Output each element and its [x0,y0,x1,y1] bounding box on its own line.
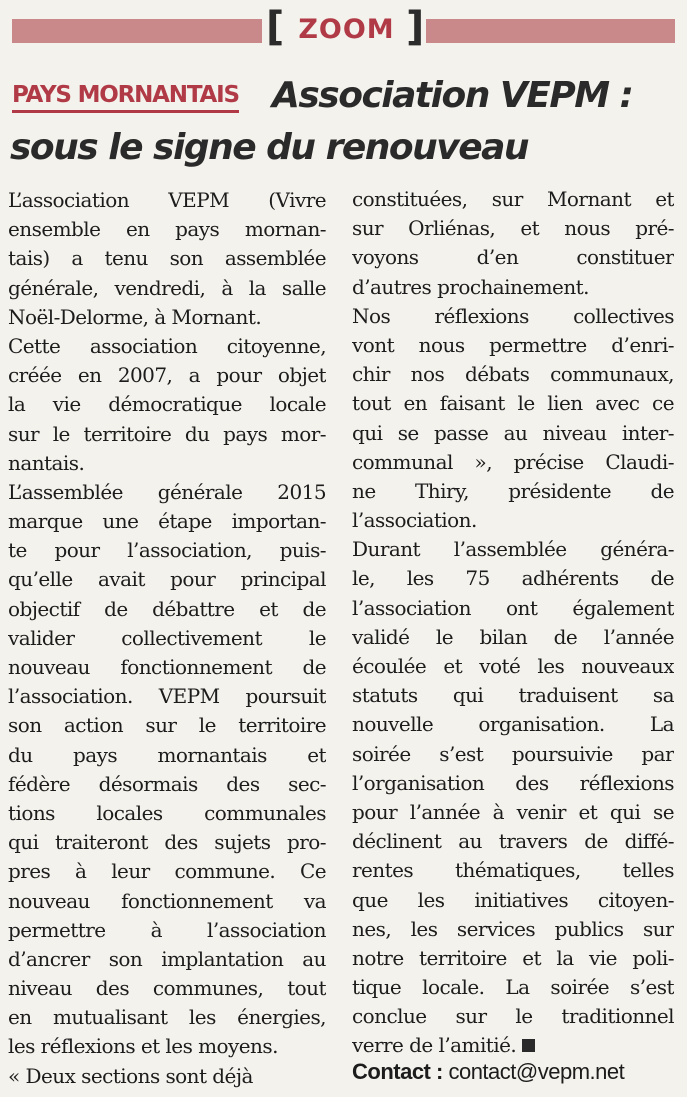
article-text: tais) a tenu son assemblée [8,246,326,271]
article-column-right [352,185,674,1061]
article-text-line [352,652,674,681]
end-of-article-square-icon [522,1039,535,1052]
article-text-line [8,361,326,390]
article-text-line [8,244,326,273]
article-text-line [352,477,674,506]
article-text-line [352,944,674,973]
article-text: d’autres prochainement. [352,274,589,299]
article-text: ensemble en pays mornan- [8,217,326,242]
article-text-line [8,536,326,565]
article-text: nouveau fonctionnement va [8,888,326,913]
article-text: vont nous permettre d’enri- [352,332,674,357]
article-text: d’ancrer son implantation au [8,946,326,971]
article-text-line [8,595,326,624]
article-text-line [8,274,326,303]
rubric-bar-left [12,19,262,43]
article-text: niveau des communes, tout [8,976,326,1001]
article-text-line [8,857,326,886]
article-text-line [352,214,674,243]
article-text: son action sur le territoire [8,713,326,738]
article-text-line [8,1032,326,1061]
article-text-line [352,623,674,652]
article-text-line [352,856,674,885]
rubric-bar-right [426,19,675,43]
article-text-line [352,243,674,272]
article-text-line [8,420,326,449]
article-text-line [352,594,674,623]
article-text: Durant l’assemblée généra- [352,537,674,562]
rubric-bracket-open: [ [266,4,285,50]
article-text-line [8,682,326,711]
article-text-line [8,507,326,536]
article-text: sur le territoire du pays mor- [8,421,326,446]
article-text: marque une étape importan- [8,509,326,534]
article-text-line [8,332,326,361]
article-text-line [8,887,326,916]
article-text: tout en faisant le lien avec ce [352,391,674,416]
article-column-left [8,186,326,1091]
article-text-line [352,273,674,302]
article-text: pour l’année à venir et qui se [352,799,674,824]
article-text-line [352,185,674,214]
article-text: nantais. [8,450,85,475]
contact-email: contact@vepm.net [448,1059,625,1084]
contact-line [352,1056,624,1088]
article-text: voyons d’en constituer [352,245,674,270]
article-text-line [352,506,674,535]
article-text-line [8,565,326,594]
headline-line-2: sous le signe du renouveau [10,127,529,168]
article-text-line [8,478,326,507]
article-text: L’assemblée générale 2015 [8,479,326,504]
article-text-line [352,973,674,1002]
article-text-line [352,710,674,739]
article-text-line [352,419,674,448]
section-rubric [12,4,675,52]
article-text-line [8,624,326,653]
article-text: objectif de débattre et de [8,596,326,621]
article-text-line [8,799,326,828]
article-text: validé le bilan de l’année [352,624,674,649]
article-text: nouveau fonctionnement de [8,655,326,679]
article-text: pres à leur commune. Ce [8,859,326,884]
article-text: Cette association citoyenne, [8,333,326,358]
article-text: fédère désormais des sec- [8,771,326,796]
article-text: conclue sur le traditionnel [352,1004,674,1029]
article-text-line [8,186,326,215]
article-text: créée en 2007, a pour objet [8,363,326,388]
article-text-line [8,974,326,1003]
rubric-bracket-close: ] [406,4,425,50]
article-text-line [352,1002,674,1031]
article-text: l’association ont également [352,595,674,620]
article-text-line [352,331,674,360]
article-text-line [8,741,326,770]
contact-label: Contact : [352,1059,443,1084]
article-text-line [8,945,326,974]
article-text: chir nos débats communaux, [352,362,674,387]
article-text: ne Thiry, présidente de [352,478,674,503]
article-text: nes, les services publics sur [352,916,674,941]
article-text-line [8,711,326,740]
article-text: l’association. [352,508,477,533]
article-text: tique locale. La soirée s’est [352,975,674,1000]
article-text: Noël-Delorme, à Mornant. [8,304,262,329]
article-text-line [352,389,674,418]
article-text: sur Orliénas, et nous pré- [352,216,674,241]
article-text-line [8,916,326,945]
article-text-line [352,798,674,827]
article-text-line [8,449,326,478]
article-text-line [8,303,326,332]
article-text-line [352,448,674,477]
article-text-line [8,215,326,244]
article-text-line [352,564,674,593]
article-text-line [352,886,674,915]
article-text: communal », précise Claudi- [352,449,674,474]
article-text-line [352,681,674,710]
article-text: l’association. VEPM poursuit [8,684,326,709]
article-text: que les initiatives citoyen- [352,887,674,912]
article-text-line [352,769,674,798]
headline-line-1: Association VEPM : [272,75,633,116]
article-text: te pour l’association, puis- [8,538,326,563]
article-text-line [8,828,326,857]
article-headline [10,70,680,174]
article-text-line [8,390,326,419]
article-text-line [8,653,326,682]
article-text: écoulée et voté les nouveaux [352,654,674,678]
article-text: qu’elle avait pour principal [8,567,326,592]
article-text-line [352,915,674,944]
article-text: « Deux sections sont déjà [8,1063,253,1088]
article-text-line [352,827,674,856]
article-text: Nos réflexions collectives [352,303,674,328]
article-text: soirée s’est poursuivie par [352,741,674,766]
article-text: en mutualisant les énergies, [8,1005,326,1030]
article-text: verre de l’amitié. [352,1033,517,1058]
article-text-line [352,535,674,564]
article-text: la vie démocratique locale [8,392,326,417]
article-text: constituées, sur Mornant et [352,187,674,211]
article-text-line [352,302,674,331]
article-text: le, les 75 adhérents de [352,566,674,591]
article-text-line [352,360,674,389]
article-text-line [8,1062,326,1091]
rubric-label: ZOOM [298,14,395,45]
article-text: du pays mornantais et [8,742,326,767]
article-kicker: PAYS MORNANTAIS [12,80,239,113]
article-text: permettre à l’association [8,917,326,942]
article-text: L’association VEPM (Vivre [8,188,326,212]
article-text-line [8,1003,326,1032]
article-text: nouvelle organisation. La [352,712,674,737]
article-text: les réflexions et les moyens. [8,1034,278,1059]
article-text: notre territoire et la vie poli- [352,945,674,970]
article-text: statuts qui traduisent sa [352,683,674,708]
article-text: rentes thématiques, telles [352,858,674,883]
article-text: l’organisation des réflexions [352,770,674,795]
article-text: valider collectivement le [8,625,326,650]
article-text-line [8,770,326,799]
article-text: déclinent au travers de diffé- [352,829,674,854]
article-text-line [352,740,674,769]
article-text: générale, vendredi, à la salle [8,275,326,300]
article-text: qui se passe au niveau inter- [352,420,674,445]
article-text: qui traiteront des sujets pro- [8,830,326,855]
article-text: tions locales communales [8,800,326,825]
